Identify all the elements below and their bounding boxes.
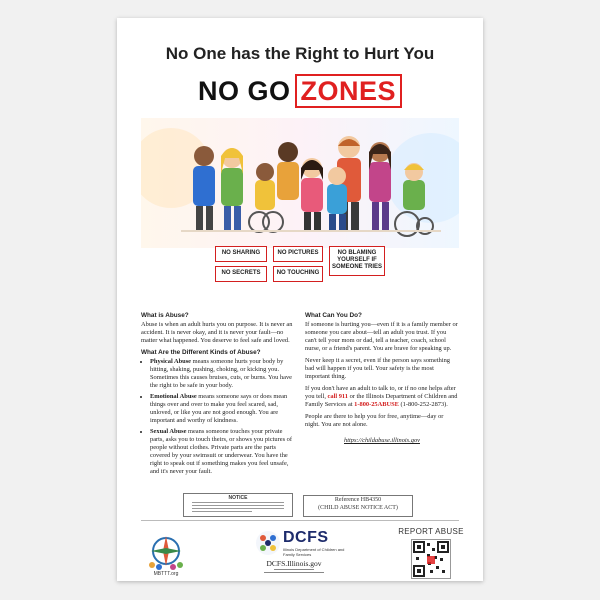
what-can-you-do-title: What Can You Do? [305,312,362,319]
advice-text: (1-800-252-2873). [398,401,448,408]
advice-text: If you don't have an adult to talk to, or if no one helps after you tell, [305,385,456,400]
children-illustration [141,118,459,248]
dcfs-subtitle: Illinois Department of Children and Family Services [283,547,345,557]
title-prefix: NO GO [197,76,291,106]
advice-paragraph-1: If someone is hurting you—even if it is a family member or someone you care about—tell an adult you trust. If you can't tell your mom or dad, tell a teacher, coach, school nurse, or a friend's parent. You are brave for speaking up. [305,321,458,352]
qr-code-icon [412,540,450,578]
sign-no-touching: NO TOUCHING [273,266,323,282]
dcfs-fine-print [249,569,339,576]
advice-text: or the Illinois Department of Children and Family Services at [305,393,458,408]
no-go-signs [213,246,393,302]
reference-box [303,495,413,517]
advice-paragraph-3 [305,385,459,409]
child-figure [301,158,323,232]
mbttt-logo [139,531,193,581]
compass-logo-icon [144,531,188,571]
kind-text: means someone hurts your body by hitting, shaking, pushing, choking, or kicking you. Sometimes this causes bruises, cuts, or burns. You have the right to be safe in your body. [150,358,293,389]
hotline-number: 1-800-25ABUSE [354,401,399,408]
advice-paragraph-2: Never keep it a secret, even if the person says something bad will happen if you tell. Your safety is the most important thing. [305,357,450,380]
poster-title [117,74,483,108]
sign-no-pictures: NO PICTURES [273,246,323,262]
sign-no-sharing: NO SHARING [215,246,267,262]
reference-act: (CHILD ABUSE NOTICE ACT) [318,505,398,511]
qr-code[interactable] [411,539,451,579]
reference-line: Reference HB4350 [334,497,382,503]
poster-headline: No One has the Right to Hurt You [165,44,435,63]
kind-term: Physical Abuse [150,358,192,365]
report-abuse [395,527,467,579]
dcfs-url[interactable]: DCFS.Illinois.gov [266,559,322,568]
poster-footer [117,523,483,581]
right-column [305,312,459,445]
kinds-of-abuse-title: What Are the Different Kinds of Abuse? [141,349,261,356]
child-figure [277,142,299,200]
list-item [150,393,295,425]
title-zones-box: ZONES [295,74,403,108]
left-column [141,312,295,479]
what-is-abuse-title: What is Abuse? [141,312,189,319]
childabuse-link[interactable]: https://childabuse.illinois.gov [344,437,420,444]
mbttt-url[interactable]: MBTTT.org [153,571,179,577]
kind-term: Emotional Abuse [150,393,197,400]
kind-text: means someone touches your private parts, asks you to touch theirs, or shows you pictures of people without clothes. Private parts are the parts covered by your swimsuit or underwear. You have the right to speak out if something makes you feel unsafe, and it's never your fault. [150,428,292,475]
child-figure [193,146,215,230]
dcfs-emblem-icon [255,530,281,556]
poster [117,18,483,581]
list-item [150,428,295,476]
call-911: call 911 [327,393,348,400]
dcfs-wordmark: DCFS [283,529,329,546]
sign-no-secrets: NO SECRETS [215,266,267,282]
what-is-abuse-text: Abuse is when an adult hurts you on purpose. It is never an accident. It is never okay, and it is never your fault—no matter what happened. You deserve to feel safe and loved. [141,321,293,344]
child-figure [221,148,243,230]
child-figure [369,142,391,230]
kind-text: means someone says or does mean things over and over to make you feel scared, sad, unloved, or like you are not good enough. You are important and worthy of kindness. [150,393,288,424]
notice-title: NOTICE [228,495,248,501]
fine-print-lines [264,569,324,575]
report-abuse-title: REPORT ABUSE [398,527,464,536]
sign-no-blaming: NO BLAMING YOURSELF IF SOMEONE TRIES [329,246,385,276]
notice-box [183,493,293,517]
footer-divider [141,520,459,521]
child-figure [327,167,347,232]
advice-paragraph-4: People are there to help you for free, anytime—day or night. You are not alone. [305,413,444,428]
notice-fine-print [188,501,288,513]
kind-term: Sexual Abuse [150,428,187,435]
list-item [150,358,295,390]
children-group-illustration [141,118,459,248]
kinds-of-abuse-list [141,358,295,476]
